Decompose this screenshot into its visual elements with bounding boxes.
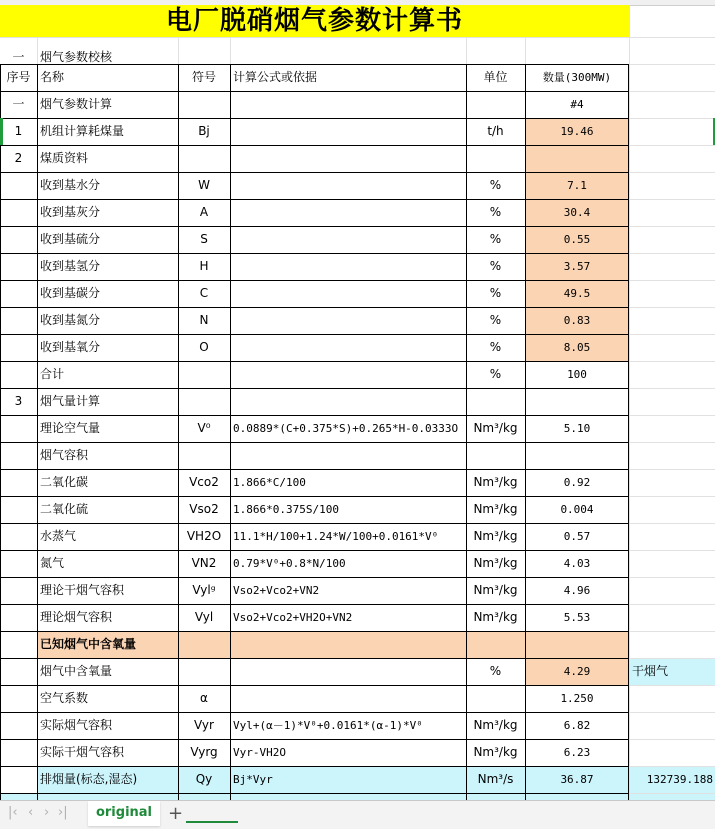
cell-symbol[interactable]: O bbox=[199, 340, 209, 354]
cell-seq[interactable] bbox=[0, 550, 37, 577]
cell-formula[interactable] bbox=[230, 253, 466, 280]
active-tab-underline bbox=[186, 821, 238, 823]
next-sheet-icon[interactable]: › bbox=[44, 805, 50, 820]
cell-symbol[interactable]: V⁰ bbox=[197, 421, 211, 435]
cell-quantity[interactable]: 6.82 bbox=[563, 719, 591, 732]
cell-symbol[interactable]: N bbox=[199, 313, 209, 327]
cell-note[interactable] bbox=[629, 604, 715, 631]
cell-symbol[interactable] bbox=[178, 388, 230, 415]
cell-unit[interactable]: % bbox=[489, 286, 502, 300]
cell-formula[interactable]: Vyl+(α－1)*V⁰+0.0161*(α-1)*V⁰ bbox=[233, 719, 423, 732]
cell-quantity[interactable]: 100 bbox=[567, 368, 587, 381]
cell-seq[interactable] bbox=[0, 415, 37, 442]
cell-unit[interactable]: Nm³/kg bbox=[473, 529, 518, 543]
cell-seq[interactable] bbox=[0, 226, 37, 253]
cell-symbol[interactable]: Vyr bbox=[194, 718, 214, 732]
cell-note[interactable] bbox=[629, 199, 715, 226]
cell-unit[interactable] bbox=[466, 91, 525, 118]
cell-symbol[interactable]: Vyl bbox=[194, 610, 214, 624]
cell-symbol[interactable]: C bbox=[199, 286, 209, 300]
cell-quantity[interactable]: 36.87 bbox=[560, 773, 594, 786]
cell-seq[interactable] bbox=[0, 604, 37, 631]
cell-formula[interactable]: 11.1*H/100+1.24*W/100+0.0161*V⁰ bbox=[233, 530, 439, 543]
cell-symbol[interactable]: Qy bbox=[195, 772, 213, 786]
cell-name[interactable]: 收到基碳分 bbox=[40, 286, 101, 300]
cell-quantity[interactable]: #4 bbox=[570, 98, 584, 111]
cell-name[interactable]: 水蒸气 bbox=[40, 529, 77, 543]
cell-seq[interactable] bbox=[0, 577, 37, 604]
cell-note[interactable] bbox=[629, 226, 715, 253]
cell-formula[interactable] bbox=[230, 631, 466, 658]
sheet-tab-bar bbox=[0, 800, 715, 829]
sheet-title[interactable]: 电厂脱硝烟气参数计算书 bbox=[165, 6, 463, 36]
cell-note[interactable] bbox=[629, 307, 715, 334]
cell-name[interactable]: 收到基氢分 bbox=[40, 259, 101, 273]
cell-quantity[interactable]: 5.53 bbox=[563, 611, 591, 624]
cell-unit[interactable] bbox=[466, 145, 525, 172]
cell-quantity[interactable]: 4.29 bbox=[563, 665, 591, 678]
cell-name[interactable]: 理论烟气容积 bbox=[40, 610, 113, 624]
cell-seq[interactable] bbox=[0, 361, 37, 388]
cell-quantity[interactable]: 49.5 bbox=[563, 287, 591, 300]
gridline bbox=[0, 37, 629, 38]
cell-note[interactable] bbox=[629, 145, 715, 172]
cell-seq[interactable] bbox=[0, 172, 37, 199]
cell-name[interactable]: 烟气参数计算 bbox=[40, 97, 113, 111]
cell-note[interactable] bbox=[629, 334, 715, 361]
sheet-tab-original[interactable] bbox=[88, 801, 160, 826]
header-unit[interactable]: 单位 bbox=[483, 70, 508, 84]
cell-seq[interactable] bbox=[0, 766, 37, 793]
cell-note[interactable] bbox=[629, 523, 715, 550]
cell-note[interactable]: 干烟气 bbox=[632, 664, 669, 678]
cell-name[interactable]: 烟气量计算 bbox=[40, 394, 101, 408]
active-row-marker bbox=[0, 118, 3, 145]
cell-unit[interactable]: % bbox=[489, 340, 502, 354]
cell-symbol[interactable] bbox=[178, 442, 230, 469]
cell-seq[interactable] bbox=[0, 280, 37, 307]
cell-name[interactable]: 收到基硫分 bbox=[40, 232, 101, 246]
cell-seq[interactable]: 3 bbox=[14, 394, 23, 408]
cell-symbol[interactable]: S bbox=[200, 232, 208, 246]
cell-formula[interactable] bbox=[230, 388, 466, 415]
cell-formula[interactable] bbox=[230, 334, 466, 361]
cell-unit[interactable]: Nm³/kg bbox=[473, 475, 518, 489]
header-name[interactable]: 名称 bbox=[40, 70, 65, 84]
cell-seq[interactable] bbox=[0, 739, 37, 766]
last-sheet-icon[interactable]: ›| bbox=[58, 805, 68, 820]
cell-unit[interactable]: t/h bbox=[487, 124, 504, 138]
cell-formula[interactable] bbox=[230, 361, 466, 388]
cell-formula[interactable] bbox=[230, 658, 466, 685]
cell-unit[interactable]: % bbox=[489, 259, 502, 273]
cell-symbol[interactable]: Vco2 bbox=[189, 475, 219, 489]
cell-note[interactable] bbox=[629, 388, 715, 415]
cell-name[interactable]: 收到基水分 bbox=[40, 178, 101, 192]
section-index[interactable]: 一 bbox=[12, 50, 25, 64]
cell-unit[interactable]: % bbox=[489, 367, 502, 381]
cell-symbol[interactable]: Bj bbox=[198, 124, 210, 138]
cell-name[interactable]: 烟气中含氧量 bbox=[40, 664, 113, 678]
cell-note[interactable] bbox=[629, 577, 715, 604]
add-sheet-icon[interactable]: + bbox=[168, 803, 184, 824]
cell-name[interactable]: 理论空气量 bbox=[40, 421, 101, 435]
cell-quantity[interactable]: 19.46 bbox=[560, 125, 594, 138]
cell-unit[interactable]: Nm³/s bbox=[477, 772, 514, 786]
cell-formula[interactable]: Bj*Vyr bbox=[233, 773, 273, 786]
cell-note[interactable] bbox=[629, 631, 715, 658]
cell-quantity[interactable]: 4.96 bbox=[563, 584, 591, 597]
sheet-tab-label: original bbox=[95, 805, 153, 820]
cell-symbol[interactable] bbox=[178, 145, 230, 172]
cell-seq[interactable] bbox=[0, 253, 37, 280]
gridline bbox=[629, 37, 715, 38]
cell-unit[interactable] bbox=[466, 442, 525, 469]
gridline bbox=[629, 64, 715, 65]
cell-formula[interactable] bbox=[230, 199, 466, 226]
cell-seq[interactable] bbox=[0, 442, 37, 469]
cell-formula[interactable] bbox=[230, 307, 466, 334]
cell-formula[interactable] bbox=[230, 685, 466, 712]
cell-quantity[interactable] bbox=[525, 145, 629, 172]
cell-formula[interactable] bbox=[230, 280, 466, 307]
cell-unit[interactable]: % bbox=[489, 232, 502, 246]
cell-quantity[interactable]: 4.03 bbox=[563, 557, 591, 570]
cell-note[interactable] bbox=[629, 739, 715, 766]
cell-seq[interactable] bbox=[0, 496, 37, 523]
cell-name[interactable]: 二氧化碳 bbox=[40, 475, 89, 489]
gridline bbox=[525, 37, 526, 64]
cell-symbol[interactable]: H bbox=[199, 259, 209, 273]
cell-name[interactable]: 排烟量(标态,湿态) bbox=[40, 772, 138, 786]
cell-note[interactable]: 132739.188 bbox=[646, 773, 713, 786]
cell-unit[interactable] bbox=[466, 388, 525, 415]
cell-quantity[interactable]: 0.92 bbox=[563, 476, 591, 489]
cell-formula[interactable]: 0.0889*(C+0.375*S)+0.265*H-0.0333O bbox=[233, 422, 459, 435]
cell-unit[interactable] bbox=[466, 631, 525, 658]
header-seq[interactable]: 序号 bbox=[6, 70, 31, 84]
cell-note[interactable] bbox=[629, 469, 715, 496]
cell-name[interactable]: 实际干烟气容积 bbox=[40, 745, 125, 759]
cell-formula[interactable] bbox=[230, 118, 466, 145]
cell-symbol[interactable] bbox=[178, 91, 230, 118]
cell-quantity[interactable]: 0.55 bbox=[563, 233, 591, 246]
cell-formula[interactable] bbox=[230, 226, 466, 253]
cell-formula[interactable]: Vyr-VH2O bbox=[233, 746, 286, 759]
cell-unit[interactable]: Nm³/kg bbox=[473, 718, 518, 732]
cell-seq[interactable]: 2 bbox=[14, 151, 23, 165]
cell-symbol[interactable]: A bbox=[199, 205, 209, 219]
cell-quantity[interactable]: 3.57 bbox=[563, 260, 591, 273]
cell-symbol[interactable] bbox=[178, 658, 230, 685]
cell-unit[interactable]: Nm³/kg bbox=[473, 610, 518, 624]
cell-quantity[interactable]: 0.004 bbox=[560, 503, 594, 516]
cell-quantity[interactable]: 1.250 bbox=[560, 692, 594, 705]
cell-unit[interactable]: Nm³/kg bbox=[473, 502, 518, 516]
cell-symbol[interactable] bbox=[178, 631, 230, 658]
cell-symbol[interactable]: VN2 bbox=[191, 556, 217, 570]
cell-unit[interactable]: % bbox=[489, 664, 502, 678]
cell-note[interactable] bbox=[629, 253, 715, 280]
cell-seq[interactable]: 一 bbox=[12, 97, 25, 111]
cell-formula[interactable]: Vso2+Vco2+VH2O+VN2 bbox=[233, 611, 353, 624]
cell-name[interactable]: 空气系数 bbox=[40, 691, 89, 705]
cell-note[interactable] bbox=[629, 442, 715, 469]
cell-name[interactable]: 已知烟气中含氧量 bbox=[40, 637, 137, 651]
cell-quantity[interactable]: 7.1 bbox=[567, 179, 587, 192]
cell-formula[interactable]: Vso2+Vco2+VN2 bbox=[233, 584, 320, 597]
cell-seq[interactable] bbox=[0, 685, 37, 712]
section-label[interactable]: 烟气参数校核 bbox=[40, 50, 113, 64]
cell-unit[interactable]: Nm³/kg bbox=[473, 421, 518, 435]
cell-name[interactable]: 氮气 bbox=[40, 556, 65, 570]
cell-formula[interactable]: 0.79*V⁰+0.8*N/100 bbox=[233, 557, 346, 570]
cell-name[interactable]: 理论干烟气容积 bbox=[40, 583, 125, 597]
cell-note[interactable] bbox=[629, 118, 715, 145]
cell-formula[interactable] bbox=[230, 442, 466, 469]
header-symbol[interactable]: 符号 bbox=[191, 70, 216, 84]
cell-seq[interactable] bbox=[0, 712, 37, 739]
cell-unit[interactable]: % bbox=[489, 205, 502, 219]
gridline bbox=[466, 37, 467, 64]
cell-seq[interactable] bbox=[0, 658, 37, 685]
header-formula[interactable]: 计算公式或依据 bbox=[233, 70, 318, 84]
cell-note[interactable] bbox=[629, 415, 715, 442]
cell-unit[interactable]: Nm³/kg bbox=[473, 745, 518, 759]
cell-symbol[interactable]: α bbox=[200, 691, 208, 705]
cell-name[interactable]: 二氧化硫 bbox=[40, 502, 89, 516]
cell-symbol[interactable] bbox=[178, 361, 230, 388]
cell-note[interactable] bbox=[629, 496, 715, 523]
cell-seq[interactable] bbox=[0, 469, 37, 496]
cell-formula[interactable]: 1.866*C/100 bbox=[233, 476, 306, 489]
table-border bbox=[0, 793, 629, 794]
cell-note[interactable] bbox=[629, 91, 715, 118]
cell-name[interactable]: 机组计算耗煤量 bbox=[40, 124, 125, 138]
cell-note[interactable] bbox=[629, 172, 715, 199]
cell-symbol[interactable]: Vylᵍ bbox=[192, 583, 216, 597]
cell-seq[interactable] bbox=[0, 334, 37, 361]
cell-seq[interactable]: 1 bbox=[14, 124, 23, 138]
cell-quantity[interactable] bbox=[525, 388, 629, 415]
cell-unit[interactable] bbox=[466, 685, 525, 712]
first-sheet-icon[interactable]: |‹ bbox=[8, 805, 18, 820]
cell-seq[interactable] bbox=[0, 199, 37, 226]
next-row-fill bbox=[0, 793, 715, 800]
cell-seq[interactable] bbox=[0, 523, 37, 550]
cell-symbol[interactable]: Vso2 bbox=[189, 502, 219, 516]
cell-formula[interactable] bbox=[230, 172, 466, 199]
cell-note[interactable] bbox=[629, 280, 715, 307]
cell-formula[interactable] bbox=[230, 145, 466, 172]
cell-name[interactable]: 实际烟气容积 bbox=[40, 718, 113, 732]
cell-quantity[interactable]: 0.57 bbox=[563, 530, 591, 543]
cell-quantity[interactable]: 0.83 bbox=[563, 314, 591, 327]
cell-formula[interactable] bbox=[230, 91, 466, 118]
cell-formula[interactable]: 1.866*0.375S/100 bbox=[233, 503, 339, 516]
cell-name[interactable]: 收到基氮分 bbox=[40, 313, 101, 327]
cell-name[interactable]: 收到基氧分 bbox=[40, 340, 101, 354]
prev-sheet-icon[interactable]: ‹ bbox=[28, 805, 34, 820]
cell-name[interactable]: 收到基灰分 bbox=[40, 205, 101, 219]
cell-quantity[interactable] bbox=[525, 631, 629, 658]
cell-seq[interactable] bbox=[0, 631, 37, 658]
cell-seq[interactable] bbox=[0, 307, 37, 334]
cell-symbol[interactable]: Vyrg bbox=[190, 745, 218, 759]
cell-name[interactable]: 合计 bbox=[40, 367, 65, 381]
cell-quantity[interactable]: 6.23 bbox=[563, 746, 591, 759]
cell-unit[interactable]: Nm³/kg bbox=[473, 583, 518, 597]
gridline bbox=[629, 793, 715, 794]
cell-quantity[interactable]: 8.05 bbox=[563, 341, 591, 354]
cell-note[interactable] bbox=[629, 361, 715, 388]
cell-unit[interactable]: % bbox=[489, 178, 502, 192]
cell-name[interactable]: 煤质资料 bbox=[40, 151, 89, 165]
cell-unit[interactable]: Nm³/kg bbox=[473, 556, 518, 570]
cell-name[interactable]: 烟气容积 bbox=[40, 448, 89, 462]
cell-symbol[interactable]: VH2O bbox=[186, 529, 222, 543]
cell-symbol[interactable]: W bbox=[198, 178, 210, 192]
cell-quantity[interactable] bbox=[525, 442, 629, 469]
cell-quantity[interactable]: 30.4 bbox=[563, 206, 591, 219]
cell-note[interactable] bbox=[629, 685, 715, 712]
header-quantity[interactable]: 数量(300MW) bbox=[542, 71, 612, 84]
cell-quantity[interactable]: 5.10 bbox=[563, 422, 591, 435]
cell-unit[interactable]: % bbox=[489, 313, 502, 327]
cell-note[interactable] bbox=[629, 550, 715, 577]
cell-note[interactable] bbox=[629, 712, 715, 739]
